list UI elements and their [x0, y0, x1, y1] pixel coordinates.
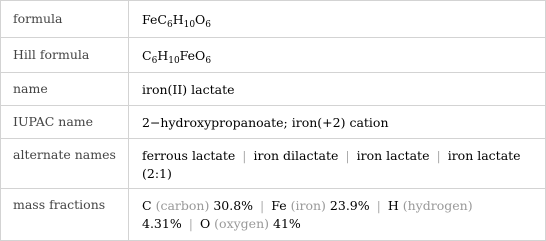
name-value: iron(II) lactate [142, 82, 235, 97]
alternate-name: iron lactate (2:1) [142, 148, 521, 181]
row-label [1, 139, 129, 189]
row-label-text: alternate names [13, 147, 116, 162]
formula-part: C [142, 48, 152, 63]
formula-subscript: 10 [168, 56, 180, 66]
table-row-mass-fractions [1, 188, 545, 241]
table-row-formula [1, 1, 545, 37]
hill-formula-value [142, 47, 537, 65]
formula-subscript: 6 [205, 56, 212, 66]
mass-fractions-value [142, 197, 522, 233]
row-label [1, 106, 129, 139]
formula-part: O [195, 12, 206, 27]
element-name: (oxygen) [214, 216, 270, 231]
row-label [1, 1, 129, 37]
mass-fraction: 4.31% [142, 216, 182, 231]
row-label-text: mass fractions [13, 197, 106, 212]
element-symbol: Fe [271, 198, 287, 213]
row-label [1, 73, 129, 106]
row-label-text: name [13, 81, 48, 96]
formula-subscript: 10 [183, 20, 196, 30]
element-symbol: H [387, 198, 399, 213]
element-symbol: O [199, 216, 211, 231]
element-name: (iron) [290, 198, 326, 213]
separator: | [345, 148, 350, 163]
separator: | [188, 216, 193, 231]
formula-subscript: 6 [151, 56, 158, 66]
separator: | [376, 198, 381, 213]
table-row-hill-formula [1, 37, 545, 73]
element-name: (carbon) [155, 198, 210, 213]
table-row-name [1, 72, 545, 106]
formula-part: FeC [142, 12, 167, 27]
mass-fraction: 23.9% [329, 198, 370, 213]
row-label [1, 189, 129, 241]
alternate-name: ferrous lactate [142, 148, 236, 163]
element-symbol: C [142, 198, 152, 213]
iupac-name-value: 2−hydroxypropanoate; iron(+2) cation [142, 115, 389, 130]
element-name: (hydrogen) [402, 198, 473, 213]
separator: | [242, 148, 247, 163]
row-label-text: Hill formula [13, 47, 90, 62]
table-row-iupac-name [1, 105, 545, 139]
formula-part: H [157, 48, 169, 63]
table-row-alternate-names [1, 138, 545, 189]
alternate-names-value [142, 147, 522, 183]
formula-subscript: 6 [205, 20, 212, 30]
row-label [1, 38, 129, 73]
formula-value [142, 11, 537, 29]
formula-part: H [172, 12, 184, 27]
formula-subscript: 6 [166, 20, 173, 30]
separator: | [260, 198, 265, 213]
mass-fraction: 30.8% [213, 198, 254, 213]
mass-fraction: 41% [273, 216, 301, 231]
formula-part: FeO [179, 48, 206, 63]
row-label-text: formula [13, 11, 63, 26]
separator: | [436, 148, 441, 163]
alternate-name: iron dilactate [253, 148, 339, 163]
row-label-text: IUPAC name [13, 114, 94, 129]
alternate-name: iron lactate [356, 148, 430, 163]
